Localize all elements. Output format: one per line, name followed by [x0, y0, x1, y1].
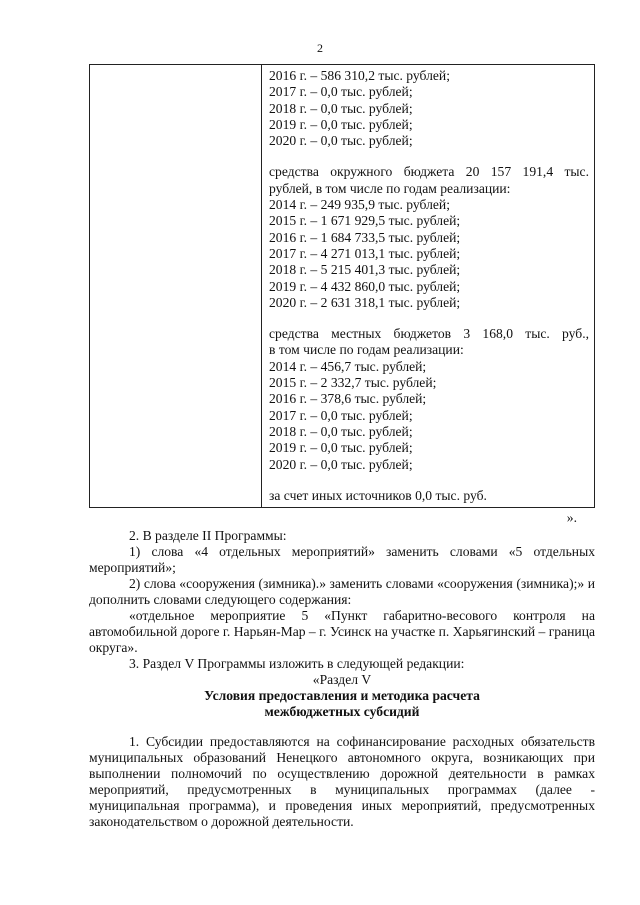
table-line: 2016 г. – 586 310,2 тыс. рублей;	[269, 68, 450, 83]
section-heading-line-2: межбюджетных субсидий	[264, 704, 420, 719]
table-line: 2015 г. – 1 671 929,5 тыс. рублей;	[269, 213, 461, 229]
document-body	[89, 510, 595, 830]
table-line: 2018 г. – 0,0 тыс. рублей;	[269, 100, 413, 116]
table-line: 2020 г. – 0,0 тыс. рублей;	[269, 456, 413, 472]
closing-quote: ».	[566, 510, 577, 525]
table-line: 2020 г. – 0,0 тыс. рублей;	[269, 133, 413, 149]
table-right-cell	[269, 68, 589, 504]
table-line: средства окружного бюджета 20 157 191,4 тыс.	[269, 164, 589, 180]
item-2: 2. В разделе II Программы:	[129, 528, 287, 543]
table-line: 2016 г. – 1 684 733,5 тыс. рублей;	[269, 229, 461, 245]
table-spacer	[269, 311, 589, 326]
item-2-2: 2) слова «сооружения (зимника).» заменить словами «сооружения (зимника);» и дополнить словами следующего содержания:	[89, 576, 595, 607]
table-line: 2019 г. – 0,0 тыс. рублей;	[269, 116, 413, 132]
table-spacer	[269, 473, 589, 488]
table-line: 2017 г. – 4 271 013,1 тыс. рублей;	[269, 245, 461, 261]
table-column-divider	[261, 65, 262, 507]
table-line: 2019 г. – 4 432 860,0 тыс. рублей;	[269, 278, 461, 294]
item-3: 3. Раздел V Программы изложить в следующей редакции:	[129, 656, 465, 671]
table-line: рублей, в том числе по годам реализации:	[269, 180, 511, 196]
table-line: 2014 г. – 456,7 тыс. рублей;	[269, 358, 427, 374]
table-line: 2016 г. – 378,6 тыс. рублей;	[269, 391, 427, 407]
table-line: 2019 г. – 0,0 тыс. рублей;	[269, 440, 413, 456]
table-line: 2015 г. – 2 332,7 тыс. рублей;	[269, 375, 437, 391]
table-line: 2018 г. – 5 215 401,3 тыс. рублей;	[269, 262, 461, 278]
item-2-1: 1) слова «4 отдельных мероприятий» заменить словами «5 отдельных мероприятий»;	[89, 544, 595, 575]
table-line: 2018 г. – 0,0 тыс. рублей;	[269, 423, 413, 439]
table-spacer	[269, 149, 589, 164]
section-label: «Раздел V	[312, 672, 372, 687]
table-line: за счет иных источников 0,0 тыс. руб.	[269, 487, 487, 503]
paragraph-1: 1. Субсидии предоставляются на софинансирование расходных обязательств муниципальных образований Ненецкого автономного округа, возникающих при выполнении полномочий по осуществлению дорожной деятельности в рамках мероприятий, предусмотренных в муниципальных программах (далее - муниципальная программа), и проведения иных мероприятий, предусмотренных законодательством о дорожной деятельности.	[89, 734, 595, 829]
page-number: 2	[317, 41, 323, 55]
table-line: 2017 г. – 0,0 тыс. рублей;	[269, 407, 413, 423]
item-2-quote: «отдельное мероприятие 5 «Пункт габаритно-весового контроля на автомобильной дороге г. Нарьян-Мар – г. Усинск на участке п. Харьягинский – граница округа».	[89, 608, 595, 655]
program-table	[89, 64, 595, 508]
section-heading-line-1: Условия предоставления и методика расчета	[204, 688, 480, 703]
table-line: в том числе по годам реализации:	[269, 342, 464, 358]
table-line: средства местных бюджетов 3 168,0 тыс. руб.,	[269, 326, 589, 342]
table-line: 2014 г. – 249 935,9 тыс. рублей;	[269, 197, 450, 213]
table-line: 2020 г. – 2 631 318,1 тыс. рублей;	[269, 294, 461, 310]
table-line: 2017 г. – 0,0 тыс. рублей;	[269, 84, 413, 100]
